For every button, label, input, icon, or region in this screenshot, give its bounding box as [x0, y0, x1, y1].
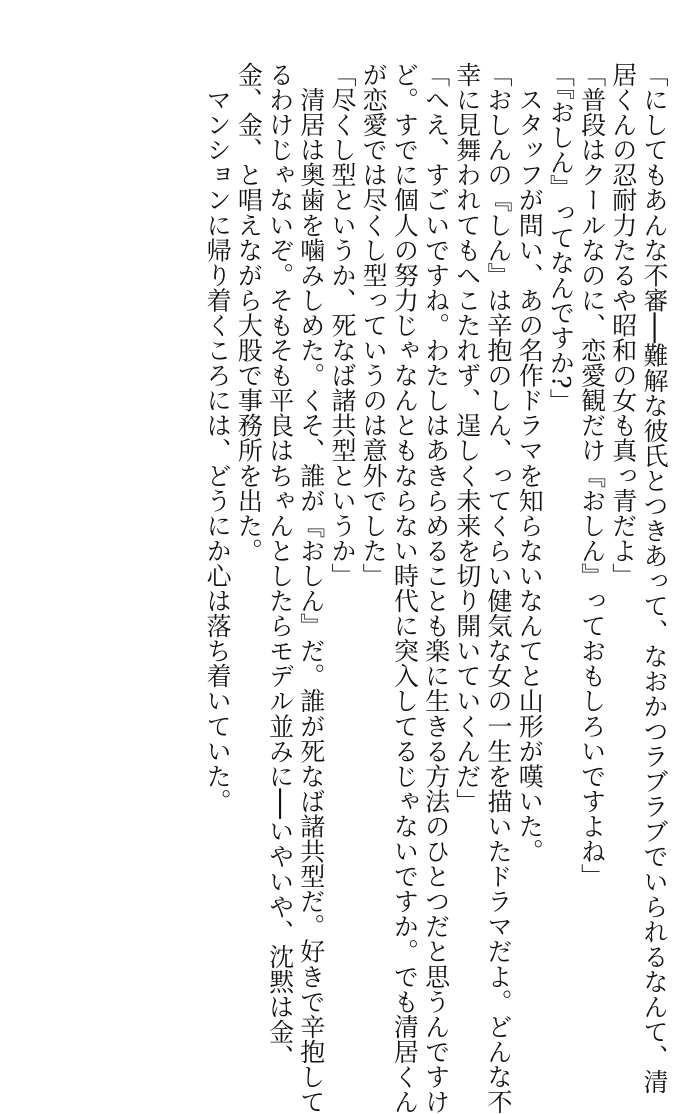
text-line: 「へえ、すごいですね。わたしはあきらめることも楽に生きる方法のひとつだと思うんですけ — [421, 62, 451, 1114]
text-line: 「尽くし型というか、死なば諸共型というか」 — [327, 62, 357, 589]
text-line: 「おしんの『しん』は辛抱のしん、ってくらい健気な女の一生を描いたドラマだよ。どんな不 — [483, 62, 513, 1114]
text-line: 「にしてもあんな不審──難解な彼氏とつきあって、なおかつラブラブでいられるなんて、清 — [640, 62, 669, 1095]
text-line: マンションに帰り着くころには、どうにか心は落ち着いていた。 — [203, 62, 233, 814]
text-line: 「『おしん』ってなんですか?」 — [546, 62, 576, 414]
text-line: 幸に見舞われてもへこたれず、逞しく未来を切り開いていくんだ」 — [452, 62, 482, 814]
text-line: 金、金、と唱えながら大股で事務所を出た。 — [234, 62, 264, 563]
text-line: 「普段はクールなのに、恋愛観だけ『おしん』っておもしろいですよね」 — [577, 62, 607, 889]
text-line: 居くんの忍耐力たるや昭和の女も真っ青だよ」 — [608, 62, 638, 589]
text-line: ど。すでに個人の努力じゃなんともならない時代に突入してるじゃないですか。でも清居くん — [390, 62, 420, 1114]
novel-page — [30, 62, 670, 1114]
text-line: るわけじゃないぞ。そもそも平良はちゃんとしたらモデル並みに──いやいや、沈黙は金、 — [265, 62, 295, 1070]
text-line: が恋愛では尽くし型っていうのは意外でした」 — [359, 62, 389, 589]
text-line: スタッフが問い、あの名作ドラマを知らないなんてと山形が嘆いた。 — [515, 62, 545, 864]
text-line: 清居は奥歯を噛みしめた。くそ、誰が『おしん』だ。誰が死なば諸共型だ。好きで辛抱して — [296, 62, 326, 1114]
